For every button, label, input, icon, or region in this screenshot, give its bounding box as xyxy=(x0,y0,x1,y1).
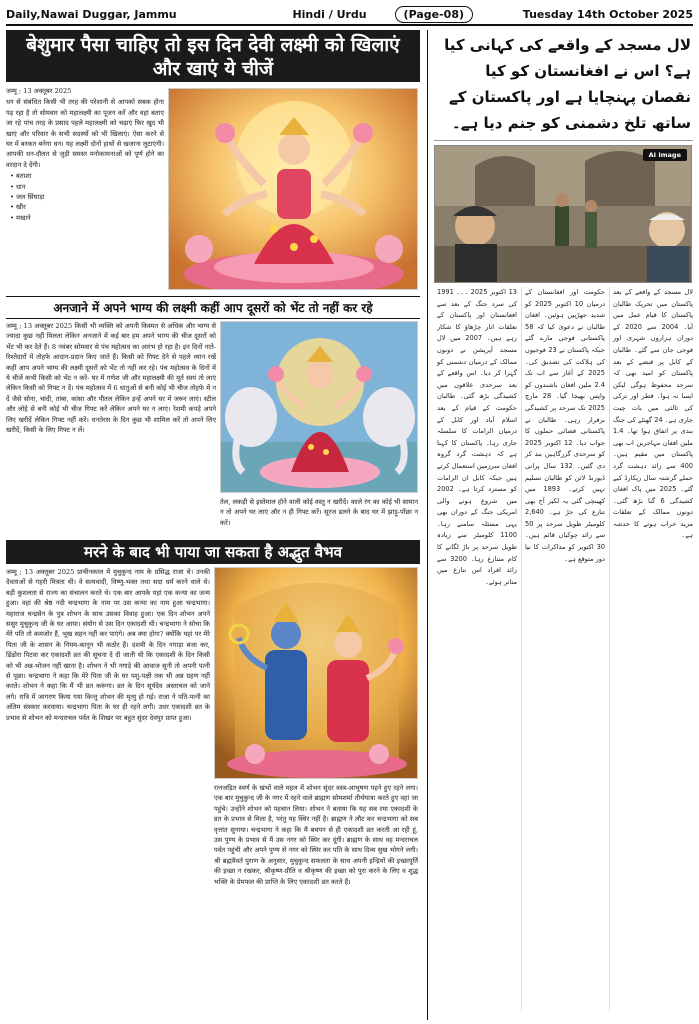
list-item: • खीर xyxy=(10,202,164,212)
urdu-section xyxy=(427,30,693,1020)
story2-headline: अनजाने में अपने भाग्य की लक्ष्मी कहीं आप दूसरों को भेंट तो नहीं कर रहे xyxy=(6,296,420,319)
story1 xyxy=(6,86,420,294)
urdu-column-1: لال مسجد کے واقعے کے بعد پاکستان میں تحریک طالبان پاکستان کا قیام عمل میں آیا۔ 2004 سے 2020 کے دوران ہزاروں شہری اور فوجی جان سے گئے۔ طالبان کے کابل پر قبضے کے بعد پاکستان کو امید تھی کہ سرحد محفوظ ہوگی لیکن ایسا نہ ہوا۔ قطر اور ترکی کی ثالثی میں بات چیت جاری ہے۔ 24 گھنٹے کی جنگ بندی پر اتفاق ہوا تھا۔ 1.4 ملین افغان مہاجرین اب بھی پاکستان میں مقیم ہیں۔ 400 سے زائد دہشت گرد حملے گزشتہ سال ریکارڈ کیے گئے۔ 2025 میں پاک افغان کشیدگی 6 گنا بڑھ گئی۔ دونوں ممالک کے تعلقات مزید خراب ہونے کا خدشہ ہے۔ xyxy=(609,287,693,1011)
masthead xyxy=(6,4,693,26)
urdu-column-3: 13 اکتوبر 2025 ۔۔۔ 1991 کی سرد جنگ کے بعد سے افغانستان اور پاکستان کے تعلقات اتار چڑھاؤ کا شکار رہے ہیں۔ 2007 میں لال مسجد آپریشن نے دونوں ممالک کے درمیان دشمنی کو گہرا کر دیا۔ اس واقعے کے بعد سرحدی علاقوں میں کشیدگی بڑھ گئی۔ طالبان حکومت کے قیام کے بعد اسلام آباد اور کابل کے درمیان الزامات کا سلسلہ جاری رہا۔ پاکستان کا کہنا ہے کہ دہشت گرد گروہ افغان سرزمین استعمال کرتے ہیں جبکہ کابل ان الزامات کو مسترد کرتا ہے۔ 2002 میں شروع ہونے والی امریکی جنگ کے دوران بھی یہی مسئلہ سامنے رہا۔ 1100 کلومیٹر سے زیادہ طویل سرحد پر باڑ لگانے کا کام متنازع رہا۔ 3200 سے زائد افراد اس تنازع میں متاثر ہوئے۔ xyxy=(437,288,518,586)
story2 xyxy=(6,319,420,537)
lakshmi-elephant-image xyxy=(220,321,418,493)
story2-body-continued: तेल, लकड़ी से इस्तेमाल होने वाली कोई वस्तु न खरीदें। काले रंग का कोई भी सामान न तो अपने घर लाएं और न ही गिफ्ट करें। सूरज ढलने के बाद घर में झाड़ू-पोंछा न करें। xyxy=(220,498,418,527)
list-item: • मखाने xyxy=(10,213,164,223)
offering-list xyxy=(6,171,164,223)
story2-body: जम्मू ; 13 अक्तूबर 2025 किसी भी व्यक्ति को अपनी किस्मत से अधिक और भाग्य से ज्यादा कुछ नहीं मिलता लेकिन अनजाने में कई बार हम अपने भाग्य की चीज दूसरों को भेंट भी कर देते हैं। 8 नवंबर सोमवार से पंच महोत्सव का आरंभ हो रहा है। इन दिनों नाते-रिश्तेदारों में तोहफे आदान-प्रदान किए जाते हैं। किसी को गिफ्ट देने से पहले ध्यान रखें कहीं आप अपने भाग्य की लक्ष्मी दूसरों को भेंट तो नहीं कर रहे। पंच महोत्सव के दिनों में ये चीजें कभी किसी को भेंट न करें- घर में गणेश जी और महालक्ष्मी की मूर्त स्वयं तो लाएं लेकिन किसी को गिफ्ट न दें। पंच महोत्सव में 6 धातुओं से बनी कोई भी चीज तोहफे में न दें जैसे सोना, चांदी, तांबा, कांसा और पीतल लेकिन इन्हें अपने घर में जरूर लाएं। स्टील और लोहे से बनी कोई भी चीज गिफ्ट करें लेकिन अपने घर न लाएं। रेशमी कपड़े अपने लिए खरीदें लेकिन गिफ्ट नहीं करें। धनतेरस के दिन कुछ भी शामिल करें तो अपने लिए खरीदें, किसी के लिए गिफ्ट न लें। xyxy=(6,322,216,435)
list-item: • बताशा xyxy=(10,171,164,181)
list-item: • जल सिंघाड़ा xyxy=(10,192,164,202)
paper-name: Daily,Nawai Duggar, Jammu xyxy=(6,7,177,21)
issue-date: Tuesday 14th October 2025 xyxy=(522,7,693,21)
list-item: • धान xyxy=(10,182,164,192)
story1-headline: बेशुमार पैसा चाहिए तो इस दिन देवी लक्ष्मी को खिलाएं और खाएं ये चीजें xyxy=(6,30,420,82)
languages: Hindi / Urdu xyxy=(292,7,367,21)
story1-body: धन से संबंधित किसी भी तरह की परेशानी से आपको सबक होना पड़ रहा है तो सोमवार को महालक्ष्मी का पूजन करें और वहां बताए जा रहे पांच तरह के प्रसाद पहले महालक्ष्मी को चढ़ाएं फिर खुद भी खाएं और परिवार के सभी सदस्यों को भी खिलाएं। ऐसा करने से घर में बरकत बनेगा धन। यह लक्ष्मी दोनों हाथों से खजाना लुटाएंगी। आपकी धन-दौलत से जुड़ी समस्त मनोकामनाओं को पूर्ण होने का वरदान दे देंगी। xyxy=(6,98,164,169)
story1-text xyxy=(6,86,164,223)
urdu-column-2: حکومت اور افغانستان کے درمیان 10 اکتوبر 2025 کو شدید جھڑپیں ہوئیں۔ افغان طالبان نے دعویٰ کیا کہ 58 پاکستانی فوجی مارے گئے جبکہ پاکستان نے 23 فوجیوں کی ہلاکت کی تصدیق کی۔ 2025 کے آغاز سے اب تک 2.4 ملین افغان باشندوں کو واپس بھیجا گیا۔ 28 مارچ 2025 تک سرحد پر کشیدگی برقرار رہی۔ طالبان نے پاکستانی فضائی حملوں کا جواب دیا۔ 12 اکتوبر 2025 کو سرحدی گزرگاہیں بند کر دی گئیں۔ 132 سال پرانی ڈیورنڈ لائن کو طالبان تسلیم نہیں کرتے۔ 1893 میں کھینچی گئی یہ لکیر آج بھی تنازع کی جڑ ہے۔ 2,640 کلومیٹر طویل سرحد پر 50 سے زائد چوکیاں قائم ہیں۔ 30 اکتوبر کو مذاکرات کا نیا دور متوقع ہے۔ xyxy=(521,287,605,1011)
hindi-section xyxy=(6,30,420,1020)
story3-headline: मरने के बाद भी पाया जा सकता है अद्भुत वैभव xyxy=(6,540,420,564)
story3-body-continued: रत्नजड़ित स्वर्ण के खंभों वाले महल में शोभन सुंदर वस्त्र-आभूषण पहने हुए रहने लगा। एक बार मुचुकुन्द जी के नगर में रहने वाले ब्राह्मण सोमशर्मा तीर्थयात्रा करते हुए वहां जा पहुंचे। उन्होंने शोभन को पहचान लिया। शोभन ने बताया कि यह सब रमा एकादशी के व्रत के प्रभाव से मिला है, परंतु यह स्थिर नहीं है। ब्राह्मण ने लौट कर चन्द्रभागा को सब वृत्तांत सुनाया। चन्द्रभागा ने कहा कि मैं बचपन से ही एकादशी व्रत करती आ रही हूं, उस पुण्य के प्रभाव से मैं उस नगर को स्थिर कर दूंगी। ब्राह्मण के साथ वह मन्दराचल पर्वत पहुंची और अपने पुण्य से नगर को स्थिर कर पति के साथ दिव्य सुख भोगने लगी। श्री ब्रह्मवैवर्त पुराण के अनुसार, मुचुकुन्द सफलता के साथ अपनी इन्द्रियों की इच्छापूर्ति की इच्छा न रखकर, श्रीकृष्ण-प्रीति व श्रीकृष्ण की इच्छा को पूरा करने के लिए व शुद्ध भक्ति के प्रेमफल की प्राप्ति के लिए एकादशी व्रत करते हैं। xyxy=(214,784,418,886)
news-photo xyxy=(434,145,692,283)
urdu-article xyxy=(434,287,693,1011)
goddess-lakshmi-image xyxy=(168,88,418,290)
urdu-headline: لال مسجد کے واقعے کی کہانی کیا ہے؟ اس نے افغانستان کو کیا نقصان پہنچایا ہے اور پاکستان کے ساتھ تلخ دشمنی کو جنم دیا ہے۔ xyxy=(434,30,693,141)
story1-dateline: जम्मू ; 13 अक्तूबर 2025 xyxy=(6,87,72,95)
story3 xyxy=(6,567,420,1024)
story3-body: जम्मू ; 13 अक्तूबर 2025 प्राचीनकाल में मुचुकुन्द नाम के प्रसिद्ध राजा थे। उनकी देवताओं से गहरी मित्रता थी। वे सत्यवादी, विष्णु-भक्त तथा सदा धर्म करने वाले थे। बड़ी कुशलता से राज्य का संचालन करते थे। एक बार आपके यहां एक कन्या का जन्म हुआ। वहां की श्रेष्ठ नदी चन्द्रभागा के नाम पर उस कन्या का नाम हुआ चन्द्रभागा। महाराज चन्द्रसेन के पुत्र शोभन के साथ उसका विवाह हुआ। एक दिन शोभन अपने ससुर मुचुकुन्द जी के घर आया। संयोग से उस दिन एकादशी थी। चन्द्रभागा ने सोचा कि मेरे पति तो कमजोर हैं, भूख सहन नहीं कर पाएंगे। अब क्या होगा? क्योंकि यहां पर मेरे पिता जी के शासन के नियम-कानून भी कठोर हैं। दशमी के दिन नगाड़ा बजा कर, ढिंढोरा पिटवा कर एकादशी व्रत की सूचना दे दी जाती थी कि एकादशी के दिन किसी को भी अन्न-भोजन नहीं खाना है। शोभन ने भी नगाड़े की आवाज सुनी तो अपनी पत्नी से पूछा। चन्द्रभागा ने कहा कि मेरे पिता जी के घर पशु-पक्षी तक भी अन्न ग्रहण नहीं करते। शोभन ने कहा कि मैं भी व्रत करूंगा। व्रत के दिन सूर्यदेव अस्ताचल को जाने लगे। रात्रि में जागरण किया गया किन्तु शोभन की मृत्यु हो गई। राजा ने पति-पत्नी का अंतिम संस्कार करवाया। चन्द्रभागा पिता के घर ही रहने लगी। उधर एकादशी व्रत के प्रभाव से शोभन को मन्दराचल पर्वत के शिखर पर बहुत सुंदर देवपुर प्राप्त हुआ। xyxy=(6,568,210,722)
ai-image-badge: AI Image xyxy=(643,149,687,161)
page-number: (Page-08) xyxy=(395,6,473,23)
vishnu-lakshmi-image xyxy=(214,567,418,779)
